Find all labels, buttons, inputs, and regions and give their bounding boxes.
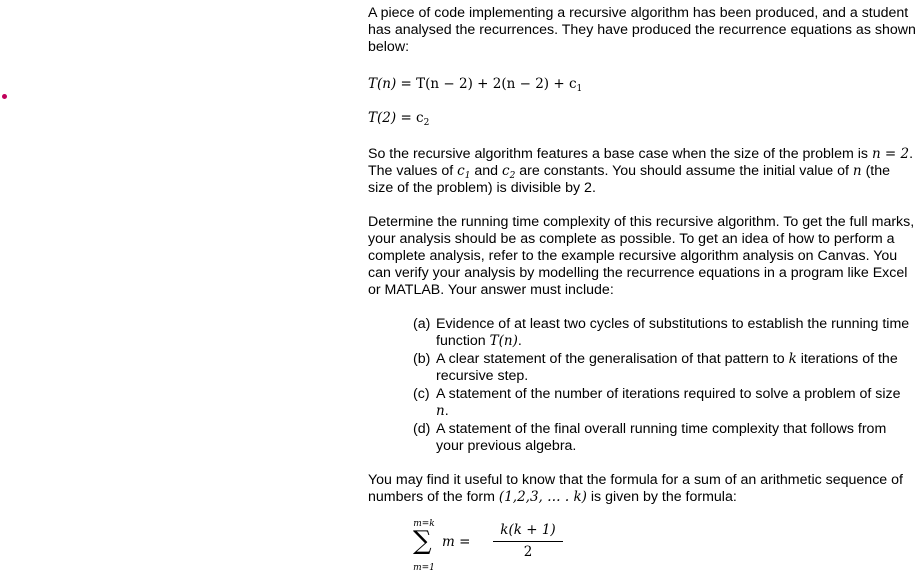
- list-item-tail: .: [517, 333, 522, 349]
- sum-upper-limit: m=k: [413, 519, 435, 529]
- list-item: [413, 316, 916, 350]
- requirements-list: [368, 316, 916, 455]
- closing-text-1: You may find it useful to know that the formula for a sum of an arithmetic sequence of numbers of the form: [368, 472, 903, 505]
- eq2-sub: 2: [423, 118, 430, 128]
- intro-paragraph: A piece of code implementing a recursive algorithm has been produced, and a student has analysed the recurrences. They have produced the recurrence equations as shown below:: [368, 5, 916, 55]
- fraction-bar: [493, 541, 563, 542]
- document-body: [368, 5, 916, 572]
- list-item-tail: .: [444, 403, 449, 419]
- base-case-text-3: are constants. You should assume the initial value of: [519, 163, 849, 179]
- list-item-label: (a): [413, 316, 431, 332]
- list-item-text: A clear statement of the generalisation of that pattern to: [436, 351, 785, 367]
- list-item-text: Evidence of at least two cycles of substitutions to establish the running time function: [436, 316, 910, 349]
- recurrence-equation-1: [368, 76, 916, 93]
- list-item-label: (d): [413, 421, 431, 437]
- n-symbol: n: [852, 163, 862, 179]
- closing-paragraph: [368, 472, 916, 506]
- base-case-text-4: (the size of the problem) is divisible by 2.: [368, 163, 891, 196]
- c2-symbol: $c_2$: [502, 163, 516, 181]
- list-item-label: (b): [413, 351, 431, 367]
- c1-symbol: $c_1$: [457, 163, 471, 181]
- list-item-math: T(n): [489, 333, 518, 349]
- list-item-tail: iterations of the recursive step.: [436, 351, 898, 384]
- base-case-text-1: So the recursive algorithm features a base case when the size of the problem is: [368, 146, 868, 162]
- list-item-label: (c): [413, 386, 430, 402]
- list-item: [413, 386, 916, 420]
- list-item-math: n: [436, 403, 445, 419]
- base-case-text-2: . The values of: [368, 146, 914, 179]
- fraction: [493, 522, 563, 561]
- base-case-n-eq-2: n = 2: [871, 146, 910, 162]
- eq2-lhs: T(2): [368, 110, 397, 126]
- sum-variable: m =: [442, 534, 471, 550]
- sigma-symbol: ∑: [413, 526, 432, 556]
- base-case-paragraph: [368, 146, 916, 197]
- sum-formula: [411, 516, 916, 572]
- sequence-expression: (1,2,3, … . k): [498, 489, 587, 505]
- bullet-dot: [2, 94, 7, 99]
- task-paragraph: Determine the running time complexity of this recursive algorithm. To get the full marks, your analysis should be as complete as possible. To get an idea of how to perform a complete analysis, refer to the example recursive algorithm analysis on Canvas. You can verify your analysis by modelling the recurrence equations in a program like Excel or MATLAB. Your answer must include:: [368, 214, 915, 298]
- list-item-math: k: [788, 351, 797, 367]
- list-item: [413, 351, 916, 385]
- base-case-and: and: [474, 163, 499, 179]
- fraction-numerator: k(k + 1): [500, 522, 556, 538]
- eq1-lhs: T(n): [368, 76, 397, 92]
- list-item-text: A statement of the number of iterations required to solve a problem of size: [436, 386, 901, 402]
- eq1-sub: 1: [576, 84, 583, 94]
- fraction-denominator: 2: [523, 544, 533, 560]
- list-item-text: A statement of the final overall running time complexity that follows from your previous algebra.: [436, 421, 887, 454]
- eq2-rhs: = c: [400, 110, 424, 126]
- eq1-rhs: = T(n − 2) + 2(n − 2) + c: [400, 76, 577, 92]
- list-item: [413, 421, 916, 455]
- sum-lower-limit: m=1: [413, 563, 435, 573]
- recurrence-equation-2: [368, 110, 916, 127]
- closing-text-2: is given by the formula:: [590, 489, 737, 505]
